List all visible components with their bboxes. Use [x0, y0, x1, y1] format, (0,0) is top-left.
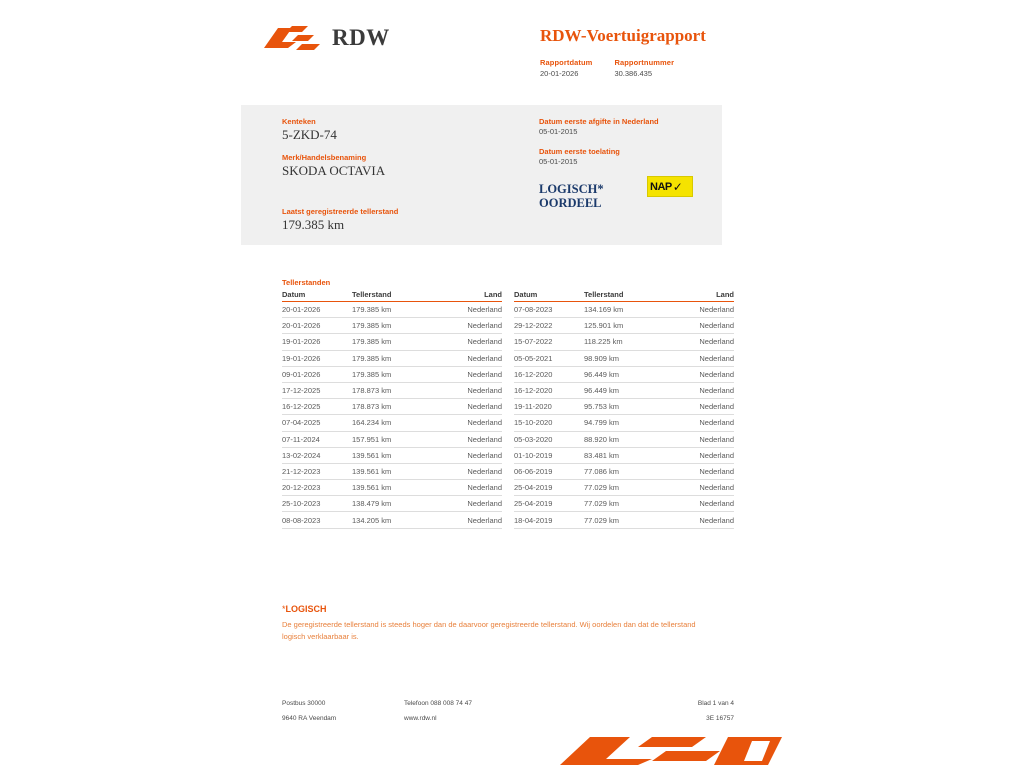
footer-pagination: [690, 700, 734, 730]
rdw-logo: [262, 22, 390, 54]
cell-tellerstand: 98.909 km: [584, 350, 662, 366]
cell-tellerstand: 83.481 km: [584, 447, 662, 463]
cell-land: Nederland: [662, 399, 734, 415]
merk-label: Merk/Handelsbenaming: [282, 153, 367, 162]
cell-land: Nederland: [430, 480, 502, 496]
cell-datum: 29-12-2022: [514, 318, 584, 334]
table-row: [282, 463, 502, 479]
footnote-body: De geregistreerde tellerstand is steeds hoger dan de daarvoor geregistreerde tellerstand. Wij oordelen dan dat de tellerstand logisch verklaarbaar is.: [282, 620, 696, 641]
cell-datum: 07-11-2024: [282, 431, 352, 447]
summary-left-column: [282, 117, 532, 243]
table-row: [514, 302, 734, 318]
table-row: [514, 350, 734, 366]
footer-contact: [404, 700, 472, 730]
cell-datum: 16-12-2020: [514, 382, 584, 398]
cell-datum: 07-04-2025: [282, 415, 352, 431]
cell-tellerstand: 118.225 km: [584, 334, 662, 350]
cell-land: Nederland: [662, 350, 734, 366]
cell-land: Nederland: [662, 318, 734, 334]
cell-land: Nederland: [662, 463, 734, 479]
cell-land: Nederland: [430, 399, 502, 415]
kenteken-value: 5-ZKD-74: [282, 127, 337, 142]
cell-datum: 19-01-2026: [282, 334, 352, 350]
cell-tellerstand: 139.561 km: [352, 463, 430, 479]
table-row: [282, 496, 502, 512]
table-row: [514, 415, 734, 431]
nap-logo-text: NAP: [650, 180, 672, 193]
cell-land: Nederland: [662, 512, 734, 528]
cell-datum: 15-07-2022: [514, 334, 584, 350]
cell-datum: 16-12-2025: [282, 399, 352, 415]
cell-land: Nederland: [430, 431, 502, 447]
cell-tellerstand: 77.086 km: [584, 463, 662, 479]
table-row: [514, 382, 734, 398]
cell-land: Nederland: [662, 415, 734, 431]
footer-address: [282, 700, 336, 730]
footer-arrow-graphic: [556, 735, 796, 768]
cell-datum: 21-12-2023: [282, 463, 352, 479]
cell-land: Nederland: [662, 302, 734, 318]
cell-datum: 09-01-2026: [282, 366, 352, 382]
report-date: [540, 58, 592, 78]
cell-land: Nederland: [430, 496, 502, 512]
cell-tellerstand: 77.029 km: [584, 512, 662, 528]
check-icon: ✓: [672, 179, 683, 194]
cell-tellerstand: 125.901 km: [584, 318, 662, 334]
table-row: [282, 399, 502, 415]
cell-tellerstand: 179.385 km: [352, 318, 430, 334]
cell-tellerstand: 96.449 km: [584, 366, 662, 382]
readings-table-right: [514, 290, 734, 529]
table-row: [282, 318, 502, 334]
cell-tellerstand: 138.479 km: [352, 496, 430, 512]
cell-datum: 20-01-2026: [282, 302, 352, 318]
table-row: [514, 496, 734, 512]
cell-land: Nederland: [430, 415, 502, 431]
footer-phone: Telefoon 088 008 74 47: [404, 700, 472, 707]
table-row: [282, 334, 502, 350]
report-meta: [540, 58, 674, 78]
cell-tellerstand: 178.873 km: [352, 382, 430, 398]
table-row: [282, 480, 502, 496]
cell-datum: 01-10-2019: [514, 447, 584, 463]
cell-tellerstand: 88.920 km: [584, 431, 662, 447]
cell-tellerstand: 164.234 km: [352, 415, 430, 431]
judgement-line-2: OORDEEL: [539, 196, 602, 210]
cell-datum: 18-04-2019: [514, 512, 584, 528]
cell-datum: 19-01-2026: [282, 350, 352, 366]
footer-form-code: 3E 16757: [706, 715, 734, 722]
cell-datum: 05-03-2020: [514, 431, 584, 447]
table-row: [282, 382, 502, 398]
document-header: [0, 0, 1024, 95]
table-row: [514, 512, 734, 528]
report-title: RDW-Voertuigrapport: [540, 26, 706, 45]
column-header-land: Land: [662, 290, 734, 302]
table-header-row: [514, 290, 734, 302]
cell-datum: 13-02-2024: [282, 447, 352, 463]
rdw-arrow-icon: [262, 22, 324, 54]
footer-website[interactable]: www.rdw.nl: [404, 715, 437, 722]
cell-tellerstand: 157.951 km: [352, 431, 430, 447]
judgement-block: [539, 179, 719, 210]
odometer-label: Laatst geregistreerde tellerstand: [282, 207, 399, 216]
cell-tellerstand: 179.385 km: [352, 302, 430, 318]
table-row: [514, 463, 734, 479]
cell-land: Nederland: [430, 463, 502, 479]
cell-datum: 06-06-2019: [514, 463, 584, 479]
cell-land: Nederland: [430, 302, 502, 318]
table-header-row: [282, 290, 502, 302]
footnote-title-text: LOGISCH: [285, 604, 327, 614]
cell-datum: 19-11-2020: [514, 399, 584, 415]
readings-caption: Tellerstanden: [282, 278, 331, 287]
cell-land: Nederland: [430, 382, 502, 398]
cell-datum: 25-04-2019: [514, 480, 584, 496]
footer-address-line-2: 9640 RA Veendam: [282, 715, 337, 722]
cell-tellerstand: 94.799 km: [584, 415, 662, 431]
nap-logo: [647, 176, 693, 197]
cell-land: Nederland: [430, 318, 502, 334]
table-row: [282, 447, 502, 463]
report-date-label: Rapportdatum: [540, 58, 593, 67]
cell-land: Nederland: [430, 366, 502, 382]
cell-datum: 25-04-2019: [514, 496, 584, 512]
cell-datum: 15-10-2020: [514, 415, 584, 431]
table-row: [282, 350, 502, 366]
column-header-datum: Datum: [282, 290, 352, 302]
cell-land: Nederland: [662, 431, 734, 447]
report-number-label: Rapportnummer: [614, 58, 675, 67]
footnote-star: *: [282, 604, 286, 614]
cell-datum: 20-01-2026: [282, 318, 352, 334]
cell-tellerstand: 179.385 km: [352, 350, 430, 366]
cell-datum: 25-10-2023: [282, 496, 352, 512]
judgement-line-1: LOGISCH*: [539, 182, 604, 196]
cell-datum: 07-08-2023: [514, 302, 584, 318]
cell-land: Nederland: [662, 496, 734, 512]
cell-tellerstand: 178.873 km: [352, 399, 430, 415]
cell-land: Nederland: [430, 350, 502, 366]
summary-right-column: [539, 117, 719, 210]
table-row: [282, 431, 502, 447]
footer-address-line-1: Postbus 30000: [282, 700, 326, 707]
column-header-datum: Datum: [514, 290, 584, 302]
table-row: [514, 399, 734, 415]
cell-datum: 16-12-2020: [514, 366, 584, 382]
table-row: [282, 366, 502, 382]
cell-land: Nederland: [662, 366, 734, 382]
first-issue-label: Datum eerste afgifte in Nederland: [539, 117, 659, 126]
footnote-title: [282, 604, 712, 614]
odometer-readings-section: [282, 278, 734, 529]
table-row: [514, 318, 734, 334]
readings-right-body: [514, 302, 734, 529]
cell-tellerstand: 134.205 km: [352, 512, 430, 528]
first-issue-value: 05-01-2015: [539, 127, 578, 136]
cell-tellerstand: 179.385 km: [352, 366, 430, 382]
cell-land: Nederland: [430, 512, 502, 528]
report-date-value: 20-01-2026: [540, 69, 579, 78]
cell-datum: 08-08-2023: [282, 512, 352, 528]
table-row: [514, 431, 734, 447]
table-row: [514, 366, 734, 382]
report-number-value: 30.386.435: [614, 69, 652, 78]
cell-land: Nederland: [430, 447, 502, 463]
cell-tellerstand: 95.753 km: [584, 399, 662, 415]
vehicle-summary-panel: [241, 105, 722, 245]
cell-land: Nederland: [662, 447, 734, 463]
cell-datum: 20-12-2023: [282, 480, 352, 496]
odometer-value: 179.385 km: [282, 217, 345, 232]
column-header-land: Land: [430, 290, 502, 302]
cell-land: Nederland: [662, 382, 734, 398]
table-row: [282, 415, 502, 431]
footer-page-number: Blad 1 van 4: [697, 700, 734, 707]
cell-tellerstand: 134.169 km: [584, 302, 662, 318]
table-row: [514, 447, 734, 463]
cell-land: Nederland: [662, 334, 734, 350]
cell-tellerstand: 96.449 km: [584, 382, 662, 398]
cell-datum: 17-12-2025: [282, 382, 352, 398]
merk-value: SKODA OCTAVIA: [282, 163, 386, 178]
readings-table-left: [282, 290, 502, 529]
rdw-logo-text: RDW: [332, 25, 390, 50]
report-number: [614, 58, 674, 78]
cell-datum: 05-05-2021: [514, 350, 584, 366]
table-row: [514, 480, 734, 496]
table-row: [282, 302, 502, 318]
table-row: [282, 512, 502, 528]
cell-tellerstand: 77.029 km: [584, 496, 662, 512]
cell-tellerstand: 139.561 km: [352, 447, 430, 463]
cell-tellerstand: 77.029 km: [584, 480, 662, 496]
cell-tellerstand: 179.385 km: [352, 334, 430, 350]
cell-tellerstand: 139.561 km: [352, 480, 430, 496]
first-admission-value: 05-01-2015: [539, 157, 578, 166]
table-row: [514, 334, 734, 350]
first-admission-label: Datum eerste toelating: [539, 147, 620, 156]
footnote-section: [282, 604, 712, 642]
odometer-block: [282, 207, 532, 233]
column-header-tellerstand: Tellerstand: [352, 290, 430, 302]
kenteken-label: Kenteken: [282, 117, 316, 126]
column-header-tellerstand: Tellerstand: [584, 290, 662, 302]
readings-left-body: [282, 302, 502, 529]
cell-land: Nederland: [662, 480, 734, 496]
cell-land: Nederland: [430, 334, 502, 350]
